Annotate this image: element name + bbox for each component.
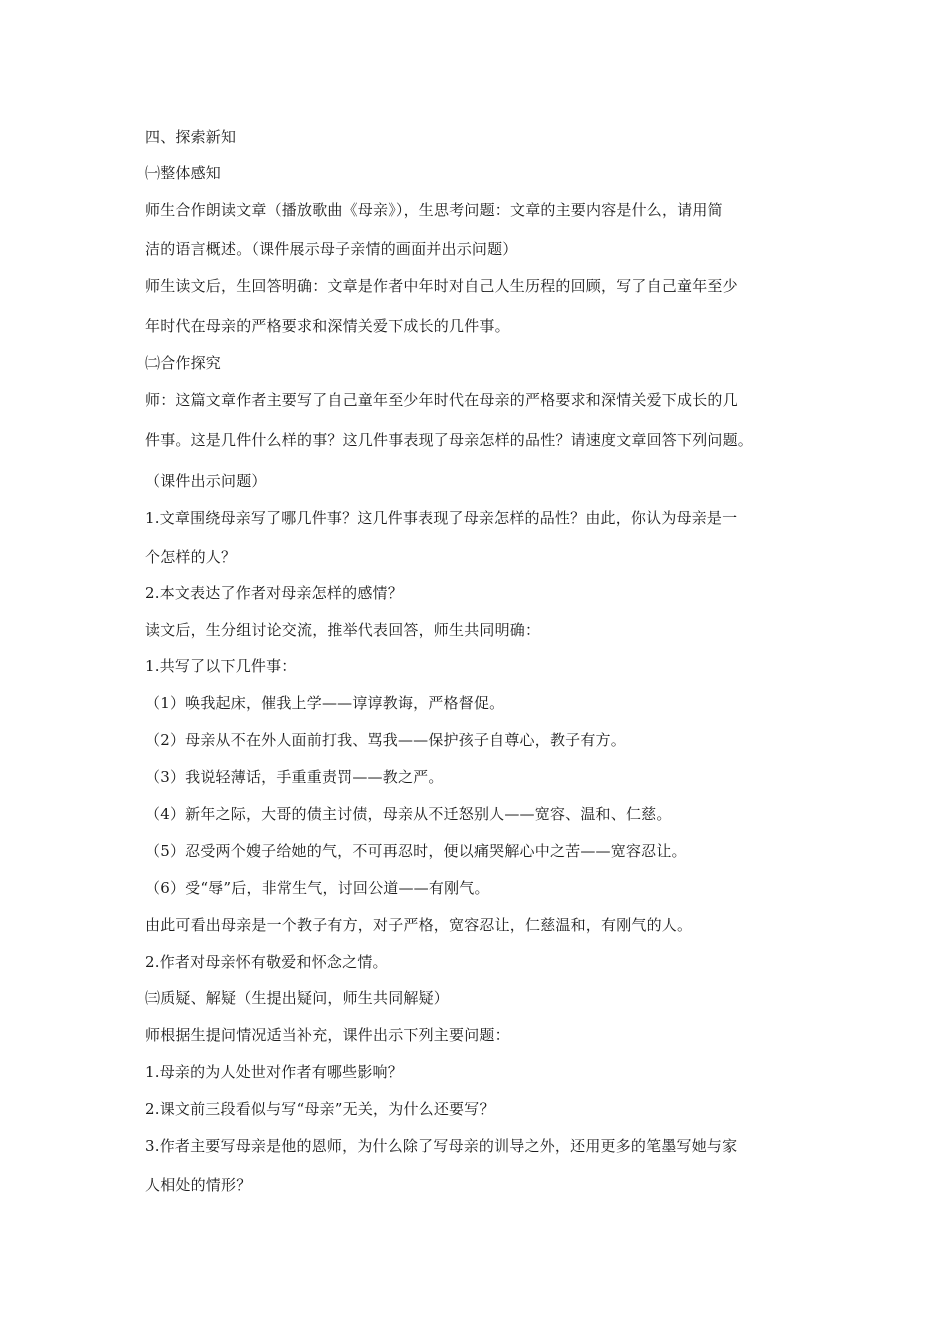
list-item: （2）母亲从不在外人面前打我、骂我——保护孩子自尊心，教子有方。 (145, 731, 626, 749)
question-line: 2.课文前三段看似与写“母亲”无关，为什么还要写？ (145, 1100, 495, 1118)
list-item: （5）忍受两个嫂子给她的气，不可再忍时，便以痛哭解心中之苦——宽容忍让。 (145, 842, 687, 860)
answer-line: 2.作者对母亲怀有敬爱和怀念之情。 (145, 953, 388, 971)
paragraph-line: 师生合作朗读文章（播放歌曲《母亲》），生思考问题：文章的主要内容是什么，请用简 (145, 201, 723, 219)
section-heading: 四、探索新知 (145, 128, 237, 146)
question-line: 2.本文表达了作者对母亲怎样的感情？ (145, 584, 403, 602)
question-line: 3.作者主要写母亲是他的恩师，为什么除了写母亲的训导之外，还用更多的笔墨写她与家 (145, 1137, 738, 1155)
paragraph-line: 年时代在母亲的严格要求和深情关爱下成长的几件事。 (145, 317, 510, 335)
paragraph-line: 师根据生提问情况适当补充，课件出示下列主要问题： (145, 1026, 510, 1044)
question-line: 1.文章围绕母亲写了哪几件事？这几件事表现了母亲怎样的品性？由此，你认为母亲是一 (145, 509, 738, 527)
paragraph-line: 师：这篇文章作者主要写了自己童年至少年时代在母亲的严格要求和深情关爱下成长的几 (145, 391, 738, 409)
question-line: 1.母亲的为人处世对作者有哪些影响？ (145, 1063, 403, 1081)
list-item: （3）我说轻薄话，手重重责罚——教之严。 (145, 768, 444, 786)
answer-line: 1.共写了以下几件事： (145, 657, 297, 675)
list-item: （6）受“辱”后，非常生气，讨回公道——有刚气。 (145, 879, 490, 897)
subsection-heading: ㈡合作探究 (145, 354, 222, 372)
paragraph-line: 件事。这是几件什么样的事？这几件事表现了母亲怎样的品性？请速度文章回答下列问题。 (145, 431, 754, 449)
paragraph-line: 洁的语言概述。（课件展示母子亲情的画面并出示问题） (145, 240, 518, 258)
list-item: （1）唤我起床，催我上学——谆谆教诲，严格督促。 (145, 694, 505, 712)
question-line: 人相处的情形？ (145, 1176, 252, 1194)
paragraph-line: （课件出示问题） (145, 472, 267, 490)
paragraph-line: 读文后，生分组讨论交流，推举代表回答，师生共同明确： (145, 621, 541, 639)
paragraph-line: 师生读文后，生回答明确：文章是作者中年时对自己人生历程的回顾，写了自己童年至少 (145, 277, 738, 295)
question-line: 个怎样的人？ (145, 548, 237, 566)
subsection-heading: ㈢质疑、解疑（生提出疑问，师生共同解疑） (145, 989, 450, 1007)
paragraph-line: 由此可看出母亲是一个教子有方，对子严格，宽容忍让，仁慈温和，有刚气的人。 (145, 916, 693, 934)
list-item: （4）新年之际，大哥的债主讨债，母亲从不迁怒别人——宽容、温和、仁慈。 (145, 805, 672, 823)
subsection-heading: ㈠整体感知 (145, 164, 222, 182)
